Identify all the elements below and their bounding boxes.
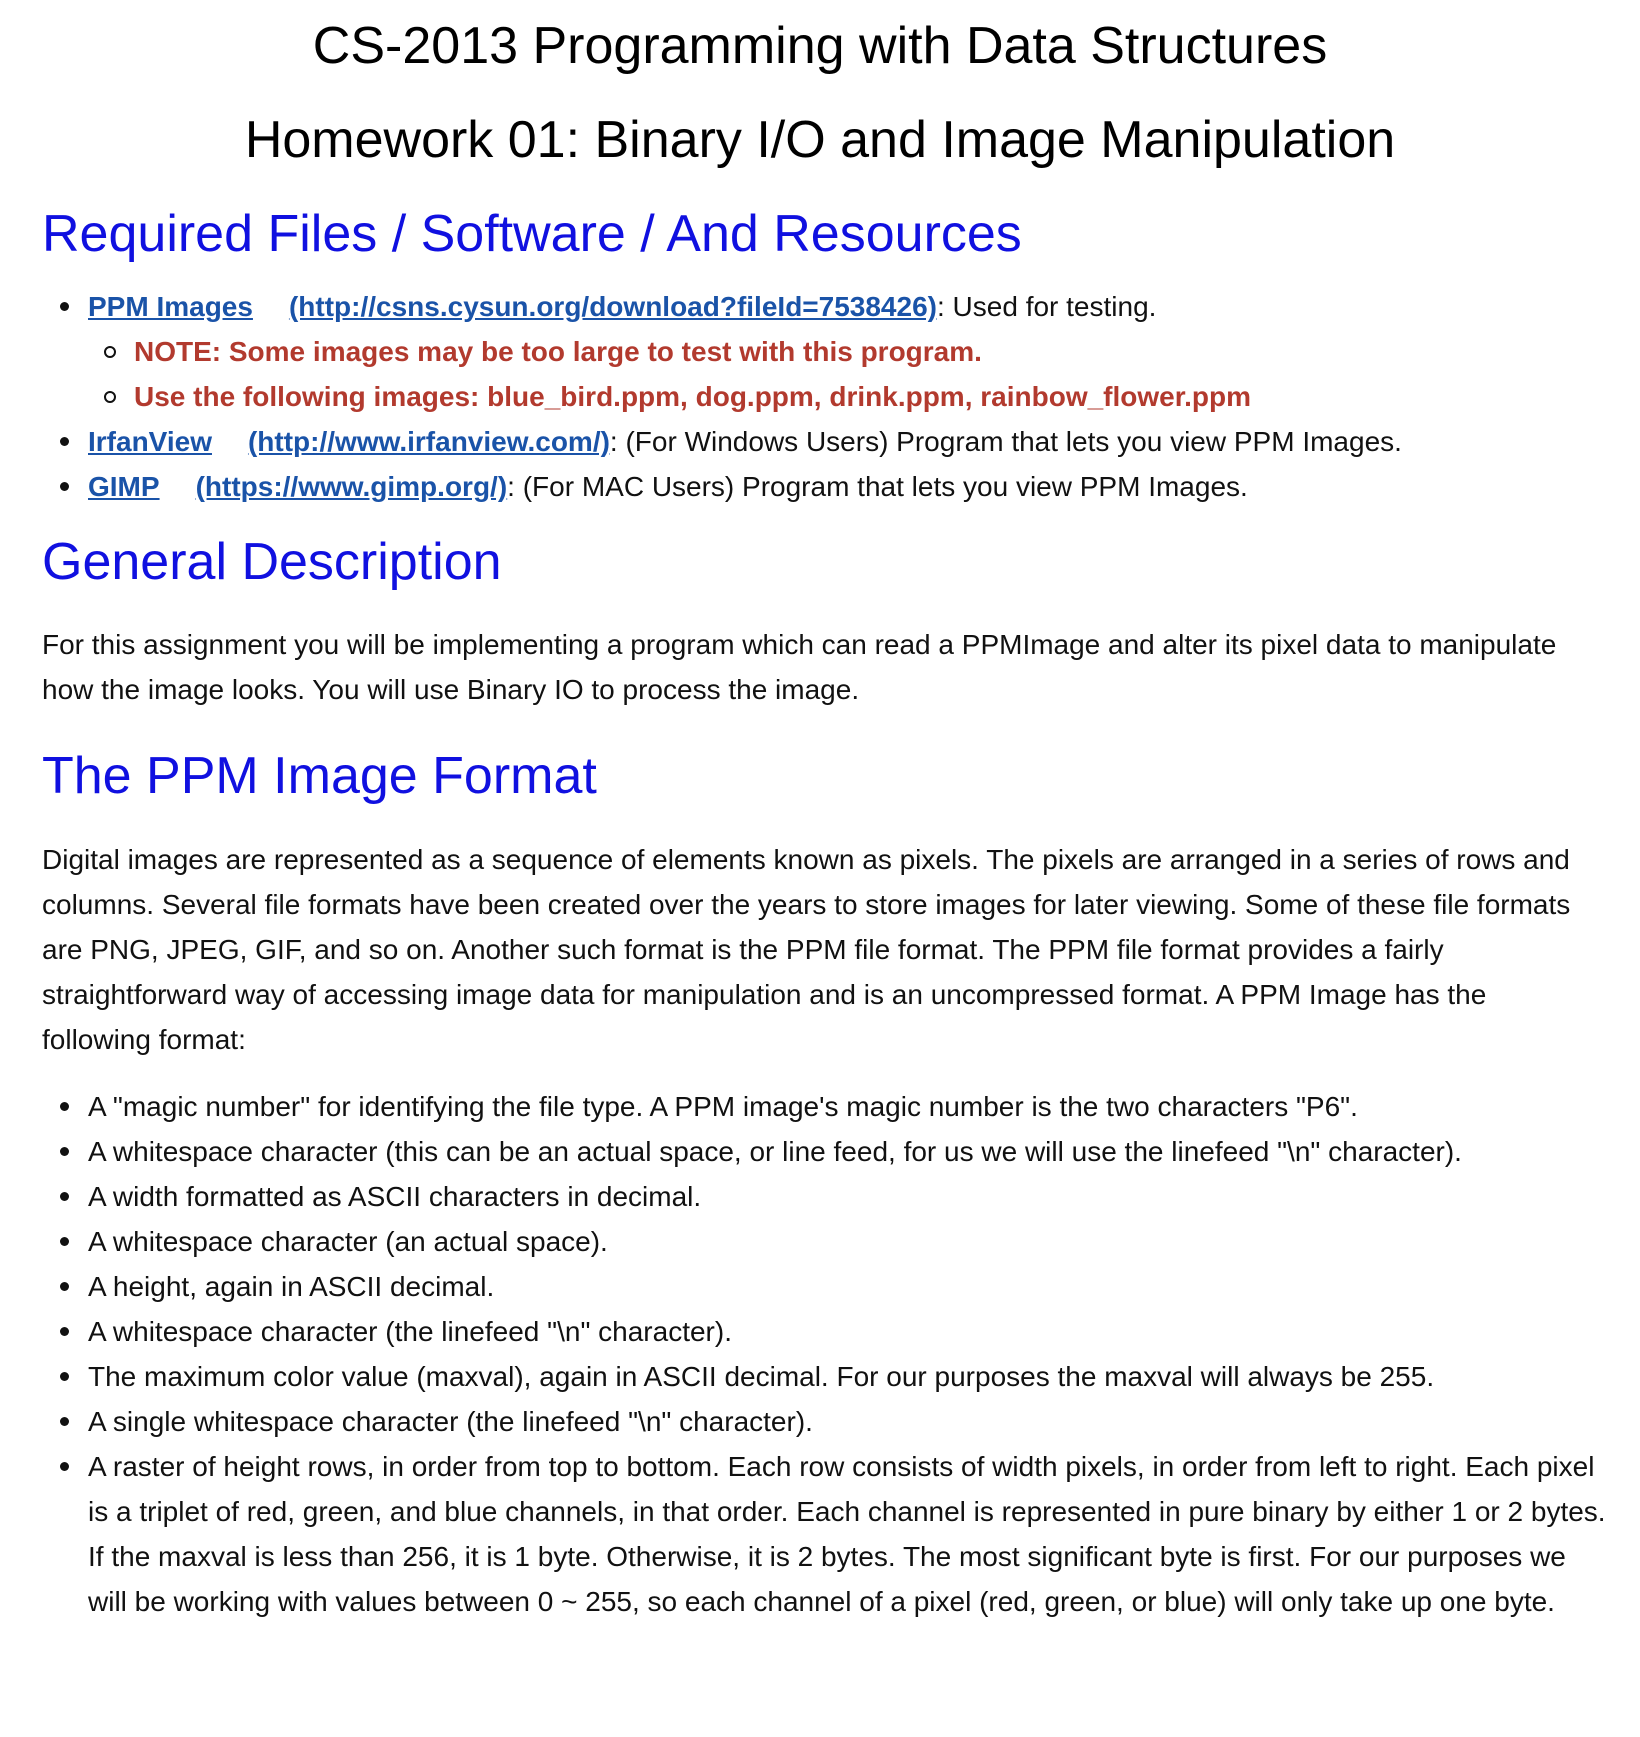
bullet-icon <box>60 1192 69 1201</box>
bullet-icon <box>60 1462 69 1471</box>
resource-note-images <box>88 374 1608 419</box>
list-item-text: A "magic number" for identifying the file type. A PPM image's magic number is the two characters "P6". <box>88 1091 1358 1122</box>
homework-title: Homework 01: Binary I/O and Image Manipulation <box>244 111 1396 169</box>
resource-note-size <box>88 329 1608 374</box>
format-item-width <box>88 1174 1608 1219</box>
irfanview-link[interactable]: IrfanView <box>88 426 212 457</box>
gimp-link[interactable]: GIMP <box>88 471 160 502</box>
ppm-format-paragraph: Digital images are represented as a sequence of elements known as pixels. The pixels are arranged in a series of rows and columns. Several file formats have been created over the years to store images for later viewing. Some of these file formats are PNG, JPEG, GIF, and so on. Another such format is the PPM file format. The PPM file format provides a fairly straightforward way of accessing image data for manipulation and is an uncompressed format. A PPM Image has the following format: <box>42 844 1571 1055</box>
bullet-icon <box>60 1372 69 1381</box>
bullet-icon <box>60 1282 69 1291</box>
format-item-magic-number <box>88 1084 1608 1129</box>
ppm-format-heading: The PPM Image Format <box>42 747 597 805</box>
format-item-raster <box>88 1444 1608 1624</box>
size-warning-note: NOTE: Some images may be too large to test with this program. <box>134 336 982 367</box>
bullet-icon <box>60 1147 69 1156</box>
list-item-text: A raster of height rows, in order from top to bottom. Each row consists of width pixels, in order from left to right. Each pixel is a triplet of red, green, and blue channels, in that order. Each channel is represented in pure binary by either 1 or 2 bytes. If the maxval is less than 256, it is 1 byte. Otherwise, it is 2 bytes. The most significant byte is first. For our purposes we will be working with values between 0 ~ 255, so each channel of a pixel (red, green, or blue) will only take up one byte. <box>88 1451 1606 1617</box>
bullet-icon <box>60 1237 69 1246</box>
ppm-format-list <box>88 1084 1608 1624</box>
resource-item-irfanview <box>88 419 1608 464</box>
irfanview-url-link[interactable]: (http://www.irfanview.com/) <box>247 426 610 457</box>
course-title: CS-2013 Programming with Data Structures <box>312 17 1328 75</box>
list-item-text: A whitespace character (this can be an actual space, or line feed, for us we will use the linefeed "\n" character). <box>88 1136 1462 1167</box>
bullet-icon <box>60 1102 69 1111</box>
ppm-images-link[interactable]: PPM Images <box>88 291 253 322</box>
resource-item-ppm-images <box>88 284 1608 329</box>
bullet-icon <box>60 1417 69 1426</box>
list-item-text: The maximum color value (maxval), again in ASCII decimal. For our purposes the maxval will always be 255. <box>88 1361 1435 1392</box>
ppm-images-url-link[interactable]: (http://csns.cysun.org/download?fileId=7538426) <box>288 291 937 322</box>
format-item-single-whitespace <box>88 1399 1608 1444</box>
general-description-paragraph: For this assignment you will be implementing a program which can read a PPMImage and alter its pixel data to manipulate how the image looks. You will use Binary IO to process the image. <box>42 629 1557 705</box>
circle-bullet-icon <box>104 391 116 403</box>
format-item-whitespace-linefeed <box>88 1129 1608 1174</box>
irfanview-description: : (For Windows Users) Program that lets you view PPM Images. <box>609 426 1402 457</box>
resources-heading: Required Files / Software / And Resources <box>42 205 1022 263</box>
resource-item-gimp <box>88 464 1608 509</box>
list-item-text: A whitespace character (the linefeed "\n" character). <box>88 1316 732 1347</box>
list-item-text: A width formatted as ASCII characters in decimal. <box>88 1181 702 1212</box>
list-item-text: A height, again in ASCII decimal. <box>88 1271 495 1302</box>
bullet-icon <box>60 302 69 311</box>
list-item-text: A single whitespace character (the linefeed "\n" character). <box>88 1406 813 1437</box>
resources-list <box>88 284 1608 509</box>
circle-bullet-icon <box>104 346 116 358</box>
format-item-height <box>88 1264 1608 1309</box>
list-item-text: A whitespace character (an actual space). <box>88 1226 608 1257</box>
ppm-images-description: : Used for testing. <box>936 291 1157 322</box>
gimp-description: : (For MAC Users) Program that lets you view PPM Images. <box>507 471 1248 502</box>
format-item-whitespace-space <box>88 1219 1608 1264</box>
general-description-heading: General Description <box>42 533 502 591</box>
format-item-whitespace-linefeed-2 <box>88 1309 1608 1354</box>
bullet-icon <box>60 482 69 491</box>
bullet-icon <box>60 437 69 446</box>
bullet-icon <box>60 1327 69 1336</box>
format-item-maxval <box>88 1354 1608 1399</box>
images-to-use-note: Use the following images: blue_bird.ppm, dog.ppm, drink.ppm, rainbow_flower.ppm <box>134 381 1251 412</box>
gimp-url-link[interactable]: (https://www.gimp.org/) <box>195 471 508 502</box>
